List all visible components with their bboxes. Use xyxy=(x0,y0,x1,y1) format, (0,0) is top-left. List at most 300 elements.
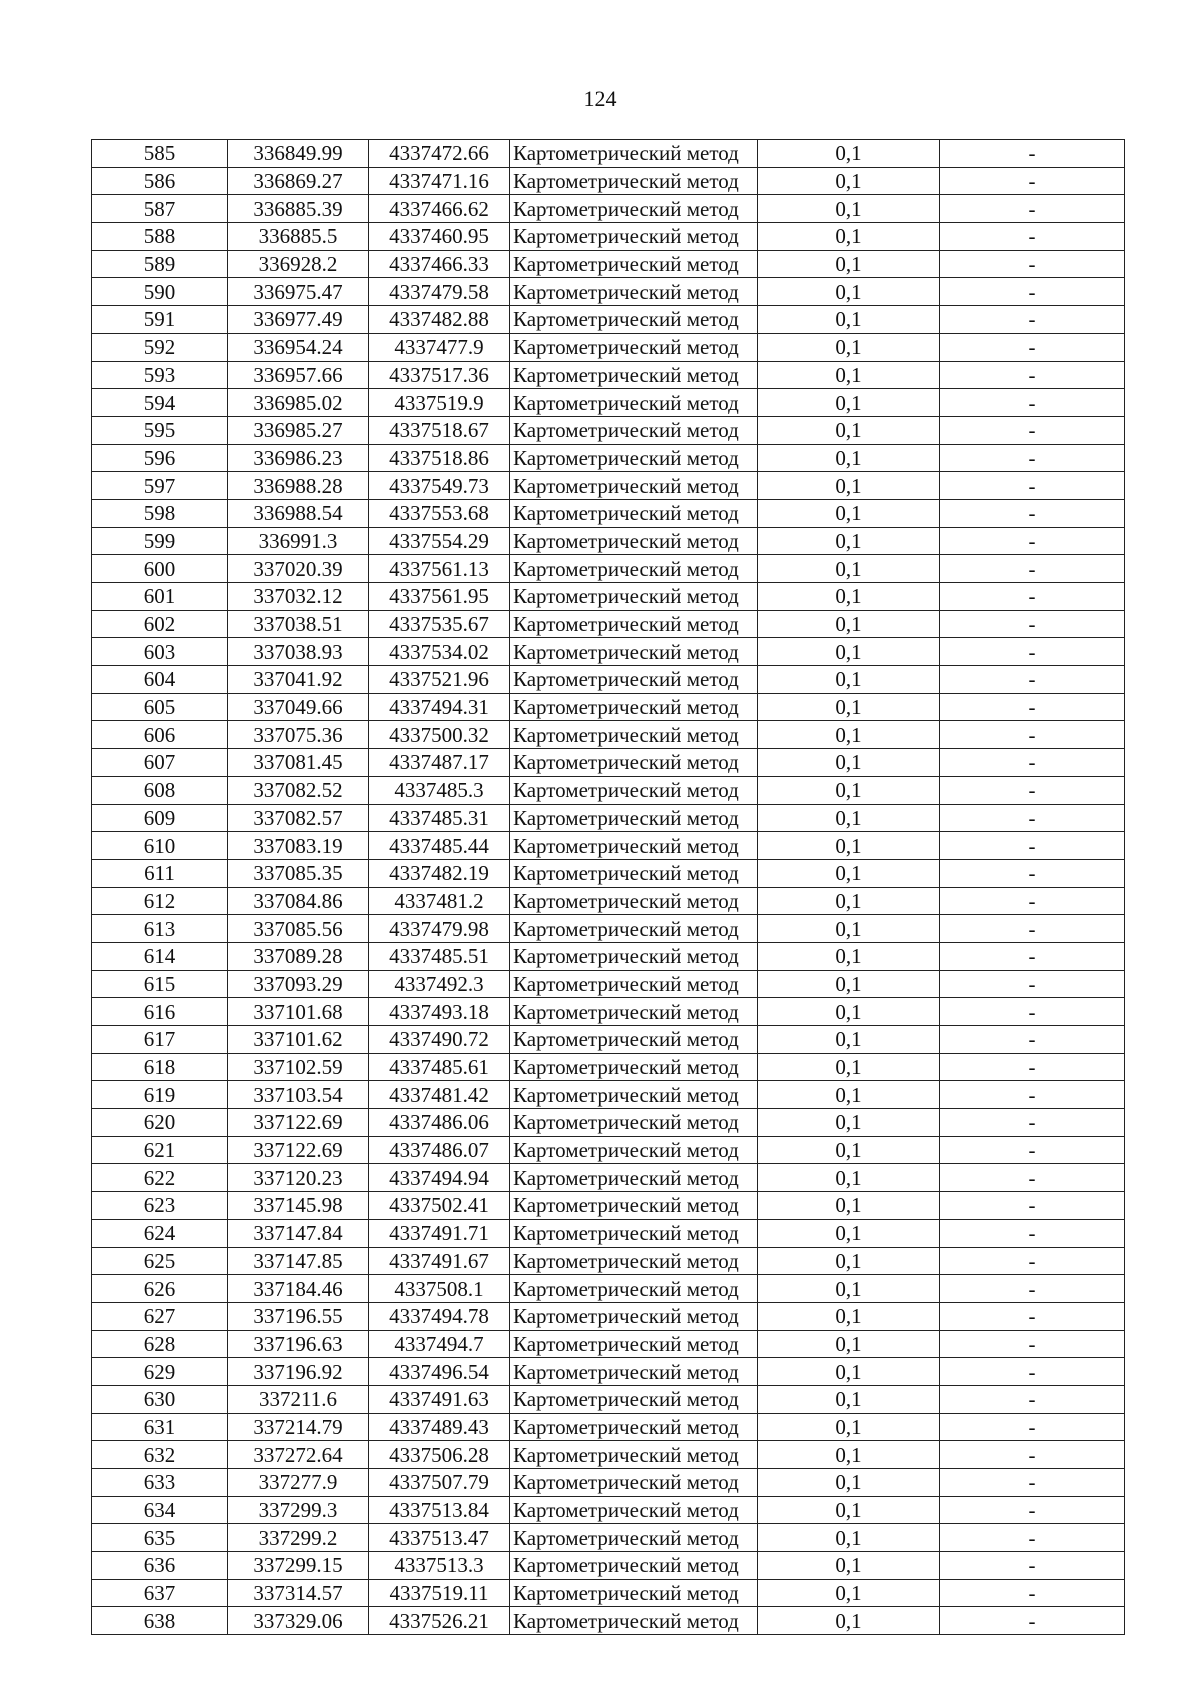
accuracy-cell: 0,1 xyxy=(758,361,940,389)
x-coordinate-cell: 337145.98 xyxy=(228,1192,369,1220)
accuracy-cell: 0,1 xyxy=(758,1441,940,1469)
method-cell: Картометрический метод xyxy=(510,140,758,168)
table-row xyxy=(92,1330,1125,1358)
method-cell: Картометрический метод xyxy=(510,1413,758,1441)
point-number-cell: 623 xyxy=(92,1192,228,1220)
accuracy-cell: 0,1 xyxy=(758,1247,940,1275)
note-cell: - xyxy=(940,472,1125,500)
x-coordinate-cell: 337120.23 xyxy=(228,1164,369,1192)
y-coordinate-cell: 4337494.7 xyxy=(369,1330,510,1358)
method-cell: Картометрический метод xyxy=(510,472,758,500)
point-number-cell: 631 xyxy=(92,1413,228,1441)
x-coordinate-cell: 337147.85 xyxy=(228,1247,369,1275)
y-coordinate-cell: 4337487.17 xyxy=(369,749,510,777)
note-cell: - xyxy=(940,333,1125,361)
table-row xyxy=(92,499,1125,527)
x-coordinate-cell: 337084.86 xyxy=(228,887,369,915)
x-coordinate-cell: 336977.49 xyxy=(228,306,369,334)
note-cell: - xyxy=(940,306,1125,334)
point-number-cell: 626 xyxy=(92,1275,228,1303)
table-row xyxy=(92,1469,1125,1497)
point-number-cell: 590 xyxy=(92,278,228,306)
note-cell: - xyxy=(940,638,1125,666)
y-coordinate-cell: 4337534.02 xyxy=(369,638,510,666)
x-coordinate-cell: 337041.92 xyxy=(228,666,369,694)
method-cell: Картометрический метод xyxy=(510,915,758,943)
y-coordinate-cell: 4337507.79 xyxy=(369,1469,510,1497)
table-row xyxy=(92,749,1125,777)
method-cell: Картометрический метод xyxy=(510,998,758,1026)
x-coordinate-cell: 337085.35 xyxy=(228,859,369,887)
note-cell: - xyxy=(940,1247,1125,1275)
point-number-cell: 604 xyxy=(92,666,228,694)
method-cell: Картометрический метод xyxy=(510,638,758,666)
accuracy-cell: 0,1 xyxy=(758,1469,940,1497)
point-number-cell: 589 xyxy=(92,250,228,278)
note-cell: - xyxy=(940,1302,1125,1330)
y-coordinate-cell: 4337494.78 xyxy=(369,1302,510,1330)
y-coordinate-cell: 4337521.96 xyxy=(369,666,510,694)
table-row xyxy=(92,223,1125,251)
method-cell: Картометрический метод xyxy=(510,1330,758,1358)
point-number-cell: 597 xyxy=(92,472,228,500)
x-coordinate-cell: 336885.5 xyxy=(228,223,369,251)
y-coordinate-cell: 4337485.3 xyxy=(369,776,510,804)
method-cell: Картометрический метод xyxy=(510,1026,758,1054)
point-number-cell: 628 xyxy=(92,1330,228,1358)
accuracy-cell: 0,1 xyxy=(758,1164,940,1192)
table-row xyxy=(92,333,1125,361)
table-row xyxy=(92,1192,1125,1220)
x-coordinate-cell: 337196.92 xyxy=(228,1358,369,1386)
accuracy-cell: 0,1 xyxy=(758,1413,940,1441)
x-coordinate-cell: 337089.28 xyxy=(228,942,369,970)
table-row xyxy=(92,1552,1125,1580)
point-number-cell: 633 xyxy=(92,1469,228,1497)
note-cell: - xyxy=(940,1081,1125,1109)
point-number-cell: 622 xyxy=(92,1164,228,1192)
accuracy-cell: 0,1 xyxy=(758,1192,940,1220)
note-cell: - xyxy=(940,555,1125,583)
table-row xyxy=(92,1524,1125,1552)
x-coordinate-cell: 337184.46 xyxy=(228,1275,369,1303)
method-cell: Картометрический метод xyxy=(510,942,758,970)
y-coordinate-cell: 4337485.44 xyxy=(369,832,510,860)
point-number-cell: 588 xyxy=(92,223,228,251)
table-row xyxy=(92,1136,1125,1164)
table-row xyxy=(92,1579,1125,1607)
point-number-cell: 603 xyxy=(92,638,228,666)
y-coordinate-cell: 4337526.21 xyxy=(369,1607,510,1635)
point-number-cell: 627 xyxy=(92,1302,228,1330)
note-cell: - xyxy=(940,693,1125,721)
point-number-cell: 600 xyxy=(92,555,228,583)
point-number-cell: 609 xyxy=(92,804,228,832)
table-row xyxy=(92,389,1125,417)
accuracy-cell: 0,1 xyxy=(758,1330,940,1358)
method-cell: Картометрический метод xyxy=(510,250,758,278)
x-coordinate-cell: 337277.9 xyxy=(228,1469,369,1497)
note-cell: - xyxy=(940,250,1125,278)
x-coordinate-cell: 336928.2 xyxy=(228,250,369,278)
note-cell: - xyxy=(940,583,1125,611)
point-number-cell: 593 xyxy=(92,361,228,389)
note-cell: - xyxy=(940,749,1125,777)
y-coordinate-cell: 4337491.71 xyxy=(369,1219,510,1247)
table-row xyxy=(92,1026,1125,1054)
y-coordinate-cell: 4337517.36 xyxy=(369,361,510,389)
y-coordinate-cell: 4337491.67 xyxy=(369,1247,510,1275)
x-coordinate-cell: 336985.02 xyxy=(228,389,369,417)
y-coordinate-cell: 4337492.3 xyxy=(369,970,510,998)
x-coordinate-cell: 337081.45 xyxy=(228,749,369,777)
point-number-cell: 591 xyxy=(92,306,228,334)
table-row xyxy=(92,1109,1125,1137)
note-cell: - xyxy=(940,1192,1125,1220)
accuracy-cell: 0,1 xyxy=(758,416,940,444)
point-number-cell: 618 xyxy=(92,1053,228,1081)
y-coordinate-cell: 4337482.88 xyxy=(369,306,510,334)
accuracy-cell: 0,1 xyxy=(758,1109,940,1137)
note-cell: - xyxy=(940,998,1125,1026)
x-coordinate-cell: 336954.24 xyxy=(228,333,369,361)
y-coordinate-cell: 4337466.33 xyxy=(369,250,510,278)
point-number-cell: 592 xyxy=(92,333,228,361)
point-number-cell: 629 xyxy=(92,1358,228,1386)
x-coordinate-cell: 337102.59 xyxy=(228,1053,369,1081)
y-coordinate-cell: 4337508.1 xyxy=(369,1275,510,1303)
y-coordinate-cell: 4337489.43 xyxy=(369,1413,510,1441)
accuracy-cell: 0,1 xyxy=(758,638,940,666)
y-coordinate-cell: 4337477.9 xyxy=(369,333,510,361)
y-coordinate-cell: 4337518.67 xyxy=(369,416,510,444)
accuracy-cell: 0,1 xyxy=(758,306,940,334)
method-cell: Картометрический метод xyxy=(510,416,758,444)
y-coordinate-cell: 4337513.47 xyxy=(369,1524,510,1552)
accuracy-cell: 0,1 xyxy=(758,610,940,638)
method-cell: Картометрический метод xyxy=(510,721,758,749)
accuracy-cell: 0,1 xyxy=(758,1358,940,1386)
point-number-cell: 635 xyxy=(92,1524,228,1552)
y-coordinate-cell: 4337471.16 xyxy=(369,167,510,195)
method-cell: Картометрический метод xyxy=(510,389,758,417)
accuracy-cell: 0,1 xyxy=(758,1136,940,1164)
table-row xyxy=(92,1496,1125,1524)
point-number-cell: 606 xyxy=(92,721,228,749)
table-row xyxy=(92,859,1125,887)
table-row xyxy=(92,804,1125,832)
table-row xyxy=(92,998,1125,1026)
note-cell: - xyxy=(940,970,1125,998)
accuracy-cell: 0,1 xyxy=(758,666,940,694)
accuracy-cell: 0,1 xyxy=(758,1053,940,1081)
note-cell: - xyxy=(940,1358,1125,1386)
table-row xyxy=(92,666,1125,694)
x-coordinate-cell: 336869.27 xyxy=(228,167,369,195)
method-cell: Картометрический метод xyxy=(510,1552,758,1580)
accuracy-cell: 0,1 xyxy=(758,1552,940,1580)
point-number-cell: 607 xyxy=(92,749,228,777)
note-cell: - xyxy=(940,1607,1125,1635)
method-cell: Картометрический метод xyxy=(510,167,758,195)
point-number-cell: 625 xyxy=(92,1247,228,1275)
point-number-cell: 594 xyxy=(92,389,228,417)
accuracy-cell: 0,1 xyxy=(758,804,940,832)
x-coordinate-cell: 337211.6 xyxy=(228,1385,369,1413)
x-coordinate-cell: 337122.69 xyxy=(228,1136,369,1164)
y-coordinate-cell: 4337493.18 xyxy=(369,998,510,1026)
note-cell: - xyxy=(940,1275,1125,1303)
table-row xyxy=(92,1275,1125,1303)
y-coordinate-cell: 4337549.73 xyxy=(369,472,510,500)
note-cell: - xyxy=(940,804,1125,832)
method-cell: Картометрический метод xyxy=(510,527,758,555)
method-cell: Картометрический метод xyxy=(510,887,758,915)
point-number-cell: 599 xyxy=(92,527,228,555)
x-coordinate-cell: 337038.51 xyxy=(228,610,369,638)
point-number-cell: 611 xyxy=(92,859,228,887)
point-number-cell: 636 xyxy=(92,1552,228,1580)
y-coordinate-cell: 4337490.72 xyxy=(369,1026,510,1054)
method-cell: Картометрический метод xyxy=(510,1219,758,1247)
table-row xyxy=(92,250,1125,278)
method-cell: Картометрический метод xyxy=(510,555,758,583)
point-number-cell: 619 xyxy=(92,1081,228,1109)
note-cell: - xyxy=(940,195,1125,223)
note-cell: - xyxy=(940,1524,1125,1552)
point-number-cell: 638 xyxy=(92,1607,228,1635)
point-number-cell: 602 xyxy=(92,610,228,638)
table-row xyxy=(92,555,1125,583)
point-number-cell: 601 xyxy=(92,583,228,611)
method-cell: Картометрический метод xyxy=(510,444,758,472)
point-number-cell: 632 xyxy=(92,1441,228,1469)
x-coordinate-cell: 337299.15 xyxy=(228,1552,369,1580)
accuracy-cell: 0,1 xyxy=(758,167,940,195)
note-cell: - xyxy=(940,499,1125,527)
y-coordinate-cell: 4337494.31 xyxy=(369,693,510,721)
table-row xyxy=(92,444,1125,472)
note-cell: - xyxy=(940,389,1125,417)
y-coordinate-cell: 4337486.07 xyxy=(369,1136,510,1164)
accuracy-cell: 0,1 xyxy=(758,832,940,860)
point-number-cell: 624 xyxy=(92,1219,228,1247)
accuracy-cell: 0,1 xyxy=(758,1219,940,1247)
method-cell: Картометрический метод xyxy=(510,223,758,251)
x-coordinate-cell: 337101.62 xyxy=(228,1026,369,1054)
method-cell: Картометрический метод xyxy=(510,306,758,334)
x-coordinate-cell: 337032.12 xyxy=(228,583,369,611)
accuracy-cell: 0,1 xyxy=(758,1579,940,1607)
coordinates-table xyxy=(91,139,1125,1635)
y-coordinate-cell: 4337460.95 xyxy=(369,223,510,251)
y-coordinate-cell: 4337506.28 xyxy=(369,1441,510,1469)
accuracy-cell: 0,1 xyxy=(758,721,940,749)
x-coordinate-cell: 336988.28 xyxy=(228,472,369,500)
y-coordinate-cell: 4337519.11 xyxy=(369,1579,510,1607)
y-coordinate-cell: 4337485.61 xyxy=(369,1053,510,1081)
y-coordinate-cell: 4337491.63 xyxy=(369,1385,510,1413)
method-cell: Картометрический метод xyxy=(510,1358,758,1386)
accuracy-cell: 0,1 xyxy=(758,583,940,611)
accuracy-cell: 0,1 xyxy=(758,195,940,223)
method-cell: Картометрический метод xyxy=(510,1496,758,1524)
x-coordinate-cell: 336885.39 xyxy=(228,195,369,223)
coordinates-table-body xyxy=(92,140,1125,1635)
method-cell: Картометрический метод xyxy=(510,1385,758,1413)
note-cell: - xyxy=(940,859,1125,887)
accuracy-cell: 0,1 xyxy=(758,278,940,306)
table-row xyxy=(92,721,1125,749)
table-row xyxy=(92,1385,1125,1413)
table-row xyxy=(92,1302,1125,1330)
accuracy-cell: 0,1 xyxy=(758,472,940,500)
table-row xyxy=(92,472,1125,500)
table-row xyxy=(92,527,1125,555)
method-cell: Картометрический метод xyxy=(510,804,758,832)
y-coordinate-cell: 4337494.94 xyxy=(369,1164,510,1192)
method-cell: Картометрический метод xyxy=(510,333,758,361)
x-coordinate-cell: 337082.57 xyxy=(228,804,369,832)
x-coordinate-cell: 337075.36 xyxy=(228,721,369,749)
y-coordinate-cell: 4337466.62 xyxy=(369,195,510,223)
method-cell: Картометрический метод xyxy=(510,361,758,389)
method-cell: Картометрический метод xyxy=(510,1136,758,1164)
note-cell: - xyxy=(940,1164,1125,1192)
method-cell: Картометрический метод xyxy=(510,1109,758,1137)
y-coordinate-cell: 4337500.32 xyxy=(369,721,510,749)
note-cell: - xyxy=(940,1330,1125,1358)
x-coordinate-cell: 337196.63 xyxy=(228,1330,369,1358)
method-cell: Картометрический метод xyxy=(510,776,758,804)
point-number-cell: 596 xyxy=(92,444,228,472)
method-cell: Картометрический метод xyxy=(510,1247,758,1275)
note-cell: - xyxy=(940,1441,1125,1469)
method-cell: Картометрический метод xyxy=(510,666,758,694)
point-number-cell: 587 xyxy=(92,195,228,223)
note-cell: - xyxy=(940,278,1125,306)
x-coordinate-cell: 337101.68 xyxy=(228,998,369,1026)
note-cell: - xyxy=(940,527,1125,555)
accuracy-cell: 0,1 xyxy=(758,998,940,1026)
y-coordinate-cell: 4337518.86 xyxy=(369,444,510,472)
table-row xyxy=(92,1607,1125,1635)
x-coordinate-cell: 337196.55 xyxy=(228,1302,369,1330)
x-coordinate-cell: 336849.99 xyxy=(228,140,369,168)
point-number-cell: 586 xyxy=(92,167,228,195)
accuracy-cell: 0,1 xyxy=(758,527,940,555)
x-coordinate-cell: 337093.29 xyxy=(228,970,369,998)
y-coordinate-cell: 4337513.3 xyxy=(369,1552,510,1580)
point-number-cell: 585 xyxy=(92,140,228,168)
y-coordinate-cell: 4337535.67 xyxy=(369,610,510,638)
x-coordinate-cell: 336988.54 xyxy=(228,499,369,527)
table-row xyxy=(92,416,1125,444)
table-row xyxy=(92,887,1125,915)
method-cell: Картометрический метод xyxy=(510,195,758,223)
point-number-cell: 614 xyxy=(92,942,228,970)
accuracy-cell: 0,1 xyxy=(758,693,940,721)
accuracy-cell: 0,1 xyxy=(758,1302,940,1330)
page-number: 124 xyxy=(583,86,617,111)
y-coordinate-cell: 4337502.41 xyxy=(369,1192,510,1220)
note-cell: - xyxy=(940,361,1125,389)
note-cell: - xyxy=(940,1026,1125,1054)
method-cell: Картометрический метод xyxy=(510,1164,758,1192)
y-coordinate-cell: 4337554.29 xyxy=(369,527,510,555)
method-cell: Картометрический метод xyxy=(510,583,758,611)
accuracy-cell: 0,1 xyxy=(758,1607,940,1635)
method-cell: Картометрический метод xyxy=(510,693,758,721)
accuracy-cell: 0,1 xyxy=(758,555,940,583)
y-coordinate-cell: 4337561.13 xyxy=(369,555,510,583)
accuracy-cell: 0,1 xyxy=(758,1385,940,1413)
table-row xyxy=(92,832,1125,860)
point-number-cell: 612 xyxy=(92,887,228,915)
method-cell: Картометрический метод xyxy=(510,859,758,887)
method-cell: Картометрический метод xyxy=(510,610,758,638)
table-row xyxy=(92,1164,1125,1192)
note-cell: - xyxy=(940,915,1125,943)
note-cell: - xyxy=(940,416,1125,444)
x-coordinate-cell: 337314.57 xyxy=(228,1579,369,1607)
method-cell: Картометрический метод xyxy=(510,749,758,777)
y-coordinate-cell: 4337481.42 xyxy=(369,1081,510,1109)
accuracy-cell: 0,1 xyxy=(758,859,940,887)
accuracy-cell: 0,1 xyxy=(758,499,940,527)
method-cell: Картометрический метод xyxy=(510,1469,758,1497)
y-coordinate-cell: 4337472.66 xyxy=(369,140,510,168)
x-coordinate-cell: 337085.56 xyxy=(228,915,369,943)
note-cell: - xyxy=(940,832,1125,860)
y-coordinate-cell: 4337561.95 xyxy=(369,583,510,611)
table-row xyxy=(92,693,1125,721)
point-number-cell: 595 xyxy=(92,416,228,444)
note-cell: - xyxy=(940,1413,1125,1441)
point-number-cell: 620 xyxy=(92,1109,228,1137)
table-row xyxy=(92,1441,1125,1469)
note-cell: - xyxy=(940,666,1125,694)
accuracy-cell: 0,1 xyxy=(758,776,940,804)
note-cell: - xyxy=(940,1496,1125,1524)
table-row xyxy=(92,1053,1125,1081)
x-coordinate-cell: 336991.3 xyxy=(228,527,369,555)
table-row xyxy=(92,140,1125,168)
y-coordinate-cell: 4337479.98 xyxy=(369,915,510,943)
y-coordinate-cell: 4337496.54 xyxy=(369,1358,510,1386)
method-cell: Картометрический метод xyxy=(510,1192,758,1220)
table-row xyxy=(92,970,1125,998)
x-coordinate-cell: 336975.47 xyxy=(228,278,369,306)
table-row xyxy=(92,306,1125,334)
note-cell: - xyxy=(940,776,1125,804)
table-row xyxy=(92,361,1125,389)
point-number-cell: 598 xyxy=(92,499,228,527)
x-coordinate-cell: 337082.52 xyxy=(228,776,369,804)
y-coordinate-cell: 4337513.84 xyxy=(369,1496,510,1524)
accuracy-cell: 0,1 xyxy=(758,1524,940,1552)
table-row xyxy=(92,638,1125,666)
accuracy-cell: 0,1 xyxy=(758,444,940,472)
point-number-cell: 605 xyxy=(92,693,228,721)
x-coordinate-cell: 337272.64 xyxy=(228,1441,369,1469)
method-cell: Картометрический метод xyxy=(510,1302,758,1330)
point-number-cell: 634 xyxy=(92,1496,228,1524)
note-cell: - xyxy=(940,167,1125,195)
point-number-cell: 613 xyxy=(92,915,228,943)
accuracy-cell: 0,1 xyxy=(758,223,940,251)
y-coordinate-cell: 4337553.68 xyxy=(369,499,510,527)
